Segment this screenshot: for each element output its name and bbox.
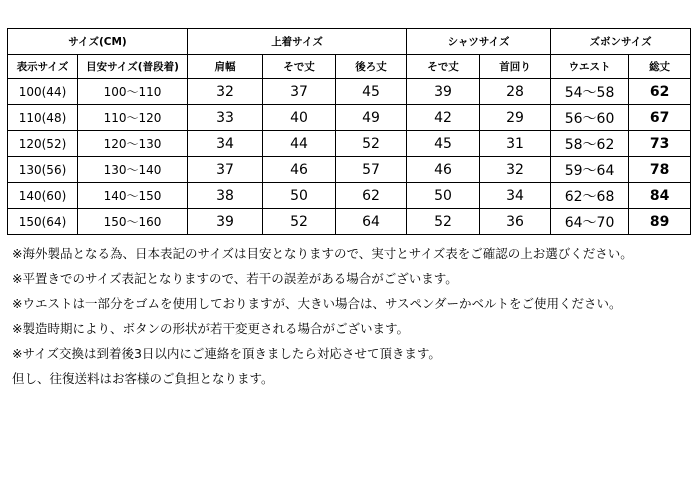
back-length-cell: 45 [336, 79, 407, 105]
top-sleeve-length-cell: 40 [263, 105, 336, 131]
table-row [8, 209, 691, 235]
display-size-cell: 140(60) [8, 183, 78, 209]
back-length-cell: 49 [336, 105, 407, 131]
note-size-exchange: ※サイズ交換は到着後3日以内にご連絡を頂きましたら対応させて頂きます。 [12, 346, 441, 361]
top-size-group-header: 上着サイズ [188, 29, 407, 55]
total-length-cell: 89 [629, 209, 691, 235]
note-shipping-cost: 但し、往復送料はお客様のご負担となります。 [12, 371, 274, 386]
neck-cell: 28 [480, 79, 551, 105]
back-length-cell: 57 [336, 157, 407, 183]
total-length-cell: 62 [629, 79, 691, 105]
shoulder-width-cell: 34 [188, 131, 263, 157]
display-size-cell: 120(52) [8, 131, 78, 157]
column-header-top-sleeve-length: そで丈 [263, 55, 336, 79]
top-sleeve-length-cell: 37 [263, 79, 336, 105]
waist-cell: 56～60 [551, 105, 629, 131]
total-length-cell: 67 [629, 105, 691, 131]
guide-size-cell: 140～150 [78, 183, 188, 209]
column-header-back-length: 後ろ丈 [336, 55, 407, 79]
top-sleeve-length-cell: 50 [263, 183, 336, 209]
notes-section [12, 248, 694, 398]
top-sleeve-length-cell: 44 [263, 131, 336, 157]
shirt-sleeve-length-cell: 52 [407, 209, 480, 235]
display-size-cell: 130(56) [8, 157, 78, 183]
shirt-size-group-header: シャツサイズ [407, 29, 551, 55]
display-size-cell: 150(64) [8, 209, 78, 235]
total-length-cell: 73 [629, 131, 691, 157]
guide-size-cell: 100～110 [78, 79, 188, 105]
back-length-cell: 64 [336, 209, 407, 235]
column-header-display-size: 表示サイズ [8, 55, 78, 79]
back-length-cell: 62 [336, 183, 407, 209]
total-length-cell: 78 [629, 157, 691, 183]
waist-cell: 62～68 [551, 183, 629, 209]
display-size-cell: 110(48) [8, 105, 78, 131]
shirt-sleeve-length-cell: 50 [407, 183, 480, 209]
column-header-guide-size: 目安サイズ(普段着) [78, 55, 188, 79]
table-row [8, 79, 691, 105]
column-header-waist: ウエスト [551, 55, 629, 79]
guide-size-cell: 130～140 [78, 157, 188, 183]
neck-cell: 34 [480, 183, 551, 209]
column-header-neck: 首回り [480, 55, 551, 79]
back-length-cell: 52 [336, 131, 407, 157]
table-row [8, 105, 691, 131]
column-header-shirt-sleeve-length: そで丈 [407, 55, 480, 79]
guide-size-cell: 150～160 [78, 209, 188, 235]
shoulder-width-cell: 38 [188, 183, 263, 209]
shirt-sleeve-length-cell: 45 [407, 131, 480, 157]
shirt-sleeve-length-cell: 42 [407, 105, 480, 131]
table-row [8, 157, 691, 183]
shirt-sleeve-length-cell: 46 [407, 157, 480, 183]
guide-size-cell: 120～130 [78, 131, 188, 157]
size-table [7, 28, 691, 235]
shoulder-width-cell: 32 [188, 79, 263, 105]
waist-cell: 59～64 [551, 157, 629, 183]
display-size-cell: 100(44) [8, 79, 78, 105]
note-overseas-sizing: ※海外製品となる為、日本表記のサイズは目安となりますので、実寸とサイズ表をご確認の上お選びください。 [12, 246, 633, 261]
column-header-total-length: 総丈 [629, 55, 691, 79]
pants-size-group-header: ズボンサイズ [551, 29, 691, 55]
neck-cell: 32 [480, 157, 551, 183]
note-waist-elastic: ※ウエストは一部分をゴムを使用しておりますが、大きい場合は、サスペンダーかベルトをご使用ください。 [12, 296, 622, 311]
shirt-sleeve-length-cell: 39 [407, 79, 480, 105]
table-row [8, 183, 691, 209]
neck-cell: 36 [480, 209, 551, 235]
note-flat-measurement: ※平置きでのサイズ表記となりますので、若干の誤差がある場合がございます。 [12, 271, 458, 286]
shoulder-width-cell: 37 [188, 157, 263, 183]
shoulder-width-cell: 39 [188, 209, 263, 235]
guide-size-cell: 110～120 [78, 105, 188, 131]
note-button-shape: ※製造時期により、ボタンの形状が若干変更される場合がございます。 [12, 321, 409, 336]
size-group-header: サイズ(CM) [8, 29, 188, 55]
shoulder-width-cell: 33 [188, 105, 263, 131]
neck-cell: 29 [480, 105, 551, 131]
top-sleeve-length-cell: 52 [263, 209, 336, 235]
waist-cell: 58～62 [551, 131, 629, 157]
waist-cell: 64～70 [551, 209, 629, 235]
table-row [8, 131, 691, 157]
top-sleeve-length-cell: 46 [263, 157, 336, 183]
neck-cell: 31 [480, 131, 551, 157]
total-length-cell: 84 [629, 183, 691, 209]
column-header-shoulder-width: 肩幅 [188, 55, 263, 79]
waist-cell: 54～58 [551, 79, 629, 105]
